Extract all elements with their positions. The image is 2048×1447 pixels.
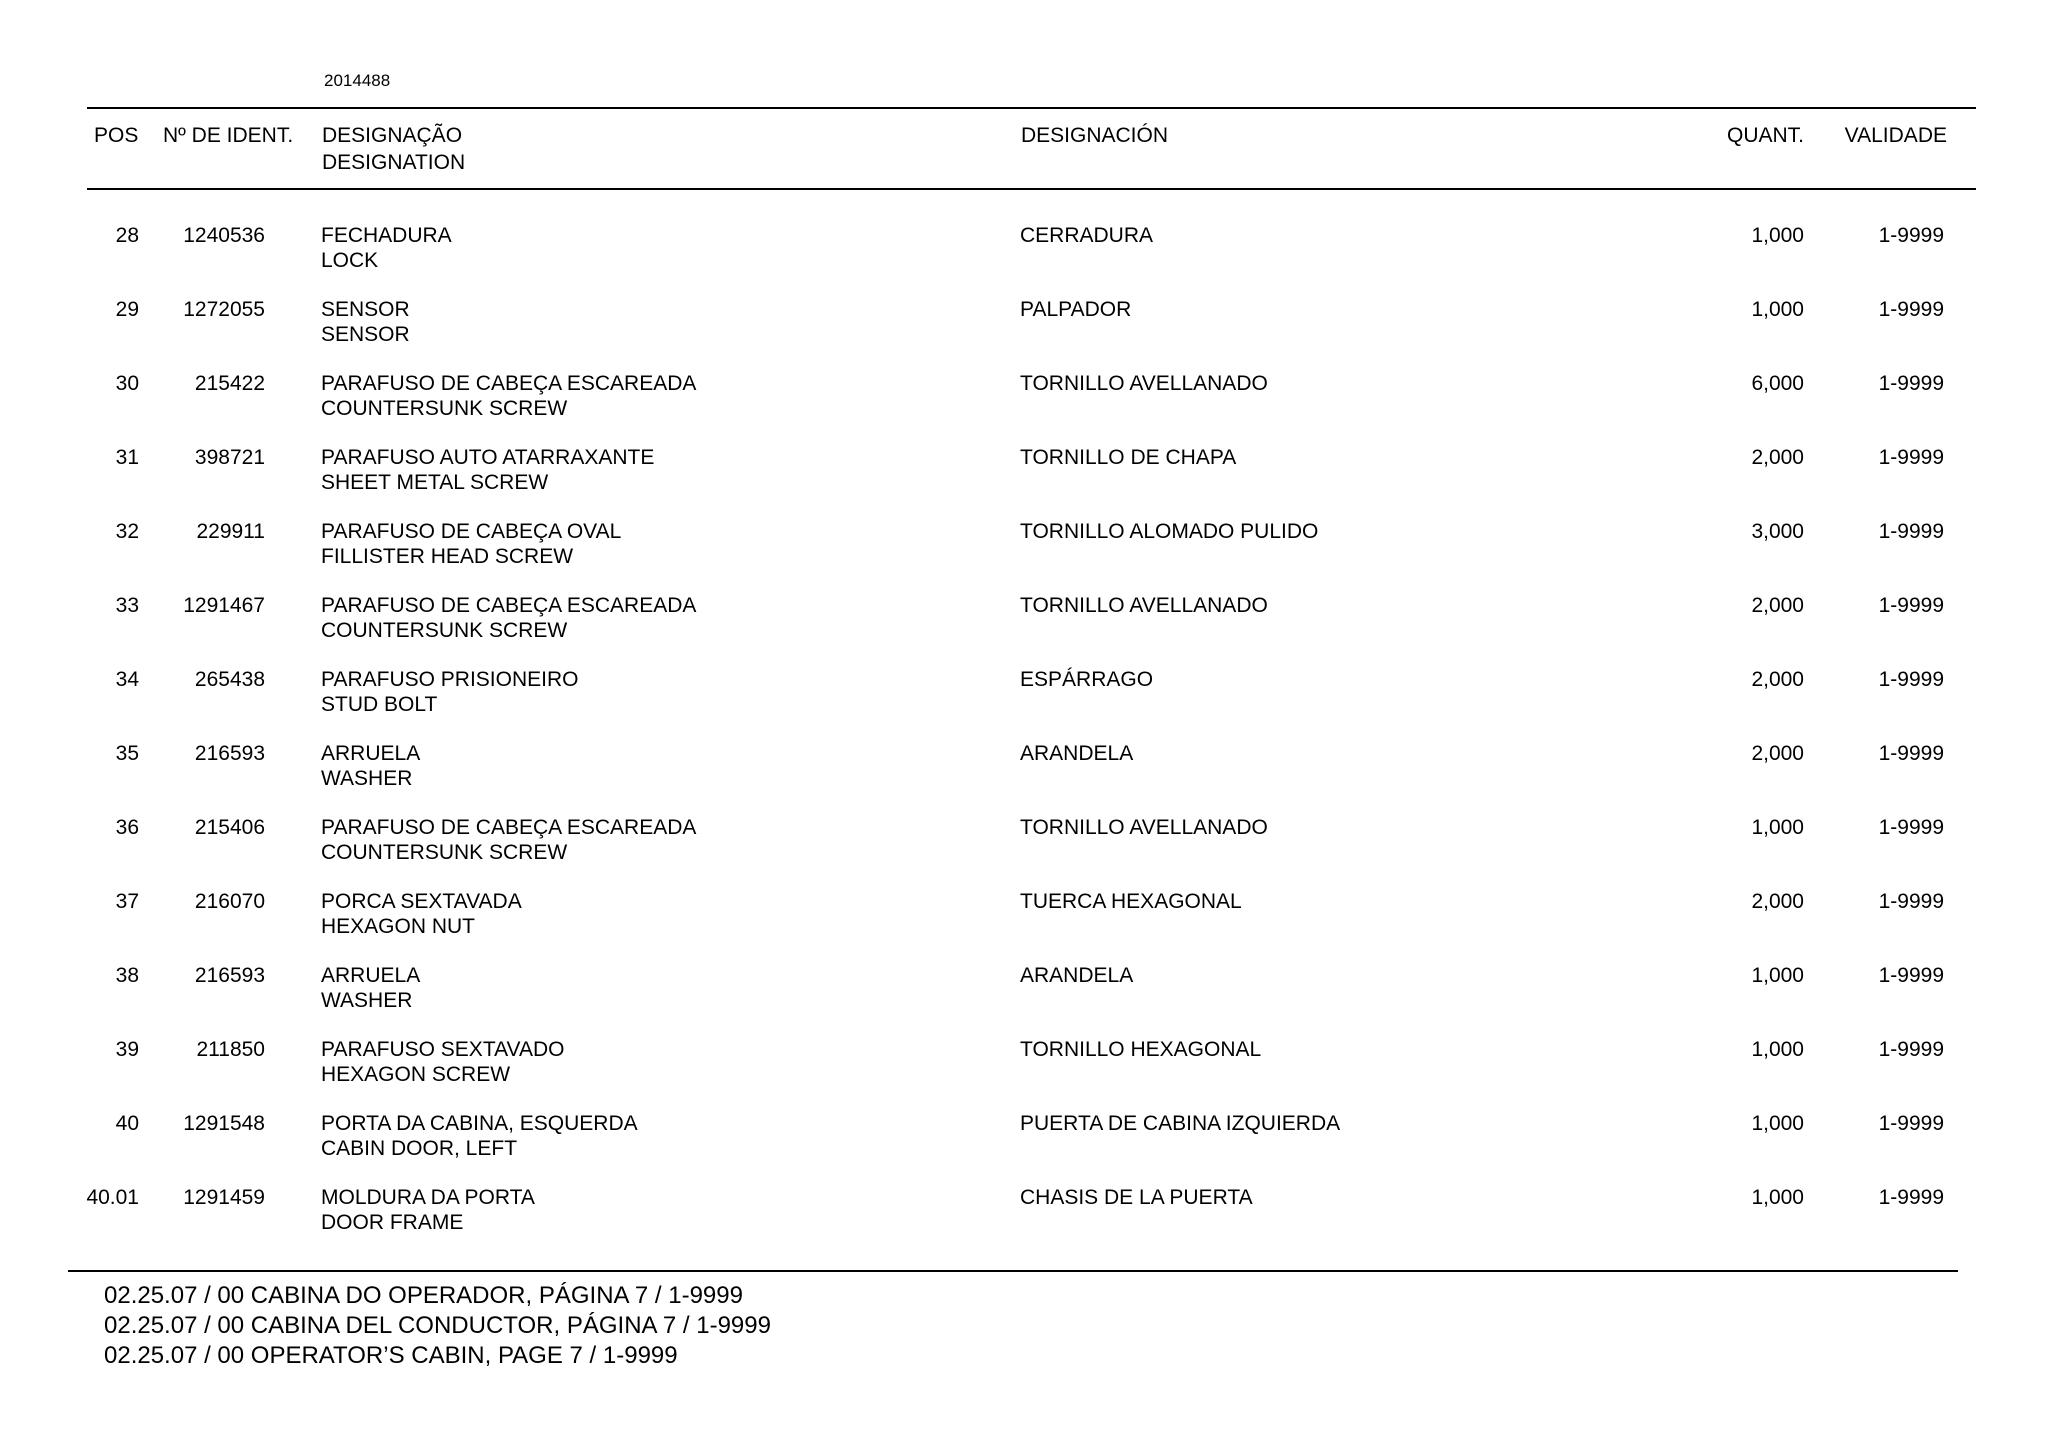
row-designacao-pt: MOLDURA DA PORTA bbox=[321, 1186, 535, 1209]
row-validade: 1-9999 bbox=[1878, 298, 1944, 321]
row-designacao-pt: ARRUELA bbox=[321, 964, 421, 987]
row-designacion: TORNILLO DE CHAPA bbox=[1020, 446, 1237, 469]
row-ident: 1240536 bbox=[183, 224, 265, 247]
column-header-designacao: DESIGNAÇÃO bbox=[322, 124, 463, 147]
row-designation-en: HEXAGON NUT bbox=[321, 915, 476, 938]
row-designation bbox=[321, 741, 420, 791]
row-pos: 37 bbox=[115, 890, 139, 913]
row-designation bbox=[321, 963, 420, 1013]
row-pos: 39 bbox=[115, 1038, 139, 1061]
table-row bbox=[0, 667, 2048, 741]
row-pos: 40.01 bbox=[86, 1186, 139, 1209]
row-validade: 1-9999 bbox=[1878, 890, 1944, 913]
row-quant: 1,000 bbox=[1751, 816, 1804, 839]
row-validade: 1-9999 bbox=[1878, 742, 1944, 765]
row-ident: 216070 bbox=[194, 890, 265, 913]
row-designation-en: SENSOR bbox=[321, 323, 410, 346]
row-pos: 32 bbox=[115, 520, 139, 543]
table-row bbox=[0, 445, 2048, 519]
row-quant: 1,000 bbox=[1751, 298, 1804, 321]
row-designation-en: COUNTERSUNK SCREW bbox=[321, 397, 568, 420]
header-top-rule bbox=[87, 107, 1976, 109]
row-quant: 1,000 bbox=[1751, 1112, 1804, 1135]
parts-table-body bbox=[0, 223, 2048, 1259]
row-validade: 1-9999 bbox=[1878, 372, 1944, 395]
row-designacao-pt: PARAFUSO SEXTAVADO bbox=[321, 1038, 565, 1061]
row-validade: 1-9999 bbox=[1878, 594, 1944, 617]
table-row bbox=[0, 519, 2048, 593]
table-row bbox=[0, 371, 2048, 445]
row-designation bbox=[321, 1185, 535, 1235]
row-designation bbox=[321, 297, 410, 347]
row-validade: 1-9999 bbox=[1878, 1038, 1944, 1061]
row-designation-en: DOOR FRAME bbox=[321, 1211, 464, 1234]
row-designation-en: WASHER bbox=[321, 989, 413, 1012]
row-designacion: TUERCA HEXAGONAL bbox=[1020, 890, 1242, 913]
row-pos: 38 bbox=[115, 964, 139, 987]
row-validade: 1-9999 bbox=[1878, 446, 1944, 469]
row-designation bbox=[321, 815, 696, 865]
row-designation-en: SHEET METAL SCREW bbox=[321, 471, 549, 494]
row-designacion: TORNILLO AVELLANADO bbox=[1020, 594, 1268, 617]
row-quant: 1,000 bbox=[1751, 1186, 1804, 1209]
row-ident: 229911 bbox=[196, 520, 265, 543]
row-designacao-pt: PARAFUSO AUTO ATARRAXANTE bbox=[321, 446, 655, 469]
row-designacao-pt: PARAFUSO DE CABEÇA ESCAREADA bbox=[321, 816, 697, 839]
row-designacion: TORNILLO HEXAGONAL bbox=[1020, 1038, 1262, 1061]
row-ident: 265438 bbox=[194, 668, 265, 691]
row-designacion: CHASIS DE LA PUERTA bbox=[1020, 1186, 1253, 1209]
row-pos: 28 bbox=[115, 224, 139, 247]
table-row bbox=[0, 1185, 2048, 1259]
row-designation-en: WASHER bbox=[321, 767, 413, 790]
row-ident: 1291467 bbox=[183, 594, 265, 617]
row-ident: 1291548 bbox=[183, 1112, 265, 1135]
row-designacao-pt: PARAFUSO DE CABEÇA ESCAREADA bbox=[321, 372, 697, 395]
row-ident: 211850 bbox=[196, 1038, 265, 1061]
row-quant: 1,000 bbox=[1751, 1038, 1804, 1061]
row-designation bbox=[321, 1037, 565, 1087]
row-quant: 2,000 bbox=[1751, 446, 1804, 469]
row-designacion: PALPADOR bbox=[1020, 298, 1132, 321]
column-header-pos: POS bbox=[94, 124, 139, 147]
row-pos: 30 bbox=[115, 372, 139, 395]
table-row bbox=[0, 1111, 2048, 1185]
row-designation bbox=[321, 667, 579, 717]
row-pos: 34 bbox=[115, 668, 139, 691]
row-designation-en: COUNTERSUNK SCREW bbox=[321, 619, 568, 642]
row-designacao-pt: PORCA SEXTAVADA bbox=[321, 890, 522, 913]
column-header-designation-en: DESIGNATION bbox=[322, 151, 466, 174]
row-pos: 29 bbox=[115, 298, 139, 321]
column-header-validade: VALIDADE bbox=[1844, 124, 1947, 147]
page-footer bbox=[104, 1281, 771, 1371]
row-designacion: PUERTA DE CABINA IZQUIERDA bbox=[1020, 1112, 1341, 1135]
table-row bbox=[0, 741, 2048, 815]
column-header-ident: Nº DE IDENT. bbox=[163, 124, 294, 147]
row-ident: 216593 bbox=[194, 742, 265, 765]
row-pos: 36 bbox=[115, 816, 139, 839]
row-designacion: TORNILLO ALOMADO PULIDO bbox=[1020, 520, 1319, 543]
row-quant: 1,000 bbox=[1751, 224, 1804, 247]
row-designacion: TORNILLO AVELLANADO bbox=[1020, 372, 1268, 395]
row-quant: 6,000 bbox=[1751, 372, 1804, 395]
row-designacion: CERRADURA bbox=[1020, 224, 1154, 247]
table-row bbox=[0, 889, 2048, 963]
table-row bbox=[0, 223, 2048, 297]
row-validade: 1-9999 bbox=[1878, 520, 1944, 543]
row-validade: 1-9999 bbox=[1878, 668, 1944, 691]
row-validade: 1-9999 bbox=[1878, 964, 1944, 987]
row-validade: 1-9999 bbox=[1878, 1112, 1944, 1135]
row-quant: 3,000 bbox=[1751, 520, 1804, 543]
row-pos: 35 bbox=[115, 742, 139, 765]
row-designation-en: COUNTERSUNK SCREW bbox=[321, 841, 568, 864]
footer-line-es: 02.25.07 / 00 CABINA DEL CONDUCTOR, PÁGINA 7 / 1-9999 bbox=[104, 1312, 771, 1339]
row-quant: 2,000 bbox=[1751, 668, 1804, 691]
footer-rule bbox=[68, 1270, 1958, 1272]
row-designation bbox=[321, 223, 452, 273]
row-designation-en: CABIN DOOR, LEFT bbox=[321, 1137, 518, 1160]
row-pos: 31 bbox=[115, 446, 139, 469]
column-header-designation bbox=[322, 122, 465, 176]
column-header-quant: QUANT. bbox=[1726, 124, 1804, 147]
row-designacao-pt: PARAFUSO DE CABEÇA OVAL bbox=[321, 520, 622, 543]
row-designation bbox=[321, 519, 621, 569]
row-ident: 398721 bbox=[194, 446, 265, 469]
row-validade: 1-9999 bbox=[1878, 224, 1944, 247]
row-designacao-pt: PORTA DA CABINA, ESQUERDA bbox=[321, 1112, 638, 1135]
row-designation bbox=[321, 1111, 638, 1161]
row-quant: 1,000 bbox=[1751, 964, 1804, 987]
row-quant: 2,000 bbox=[1751, 594, 1804, 617]
row-designation bbox=[321, 889, 522, 939]
row-ident: 215422 bbox=[194, 372, 265, 395]
document-number: 2014488 bbox=[324, 71, 391, 90]
row-designation-en: LOCK bbox=[321, 249, 379, 272]
footer-line-pt: 02.25.07 / 00 CABINA DO OPERADOR, PÁGINA 7 / 1-9999 bbox=[104, 1282, 743, 1309]
row-designacion: ARANDELA bbox=[1020, 742, 1134, 765]
row-ident: 215406 bbox=[194, 816, 265, 839]
row-designacion: ESPÁRRAGO bbox=[1020, 668, 1154, 691]
row-designacao-pt: SENSOR bbox=[321, 298, 410, 321]
row-pos: 40 bbox=[115, 1112, 139, 1135]
table-row bbox=[0, 963, 2048, 1037]
row-pos: 33 bbox=[115, 594, 139, 617]
row-quant: 2,000 bbox=[1751, 890, 1804, 913]
row-ident: 1272055 bbox=[183, 298, 265, 321]
footer-line-en: 02.25.07 / 00 OPERATOR’S CABIN, PAGE 7 / 1-9999 bbox=[104, 1342, 678, 1369]
row-designation bbox=[321, 445, 654, 495]
row-validade: 1-9999 bbox=[1878, 816, 1944, 839]
row-ident: 1291459 bbox=[183, 1186, 265, 1209]
column-header-designacion: DESIGNACIÓN bbox=[1021, 124, 1169, 147]
header-bottom-rule bbox=[87, 188, 1976, 190]
table-row bbox=[0, 297, 2048, 371]
row-quant: 2,000 bbox=[1751, 742, 1804, 765]
row-designation-en: HEXAGON SCREW bbox=[321, 1063, 511, 1086]
row-designacao-pt: PARAFUSO DE CABEÇA ESCAREADA bbox=[321, 594, 697, 617]
table-row bbox=[0, 1037, 2048, 1111]
row-designation bbox=[321, 371, 696, 421]
row-designacao-pt: ARRUELA bbox=[321, 742, 421, 765]
row-designacion: ARANDELA bbox=[1020, 964, 1134, 987]
row-designacao-pt: PARAFUSO PRISIONEIRO bbox=[321, 668, 579, 691]
row-designacao-pt: FECHADURA bbox=[321, 224, 452, 247]
table-row bbox=[0, 815, 2048, 889]
row-validade: 1-9999 bbox=[1878, 1186, 1944, 1209]
row-ident: 216593 bbox=[194, 964, 265, 987]
row-designation bbox=[321, 593, 696, 643]
table-row bbox=[0, 593, 2048, 667]
row-designacion: TORNILLO AVELLANADO bbox=[1020, 816, 1268, 839]
row-designation-en: FILLISTER HEAD SCREW bbox=[321, 545, 574, 568]
row-designation-en: STUD BOLT bbox=[321, 693, 438, 716]
